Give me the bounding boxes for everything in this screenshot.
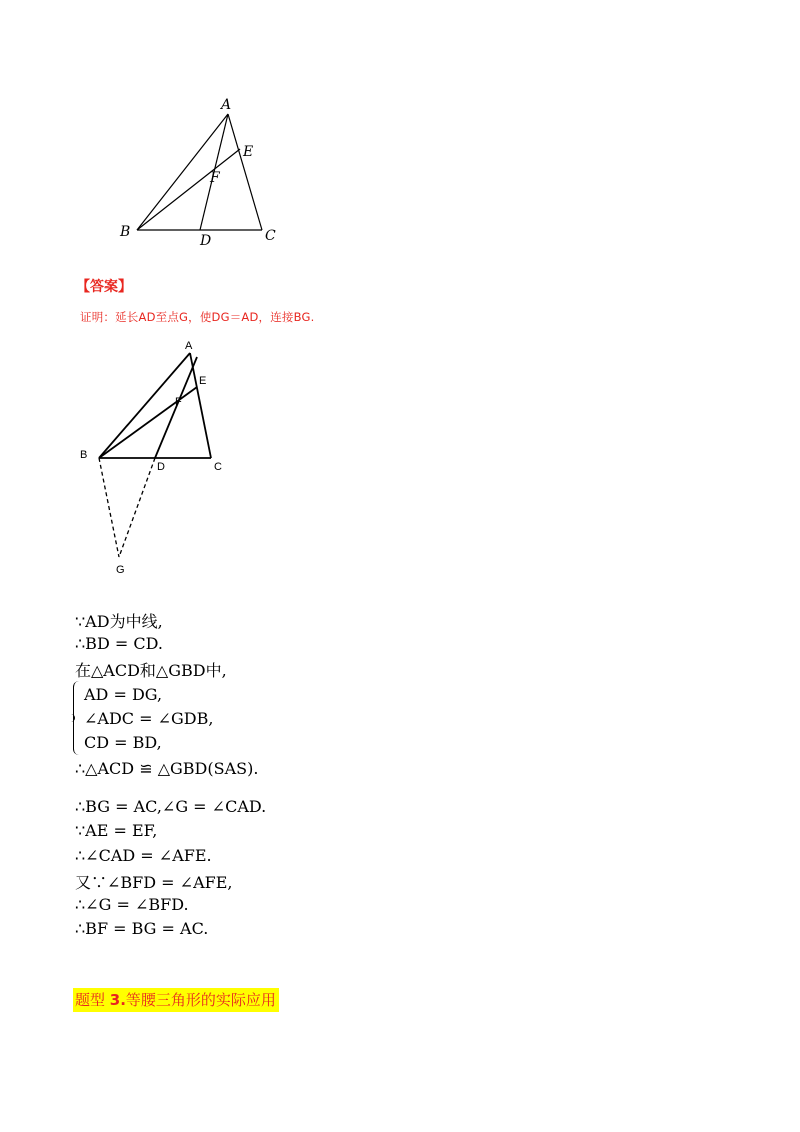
label-c: C: [265, 228, 276, 244]
section-number: 3.: [109, 991, 126, 1009]
section-prefix: 题型: [75, 991, 110, 1009]
proof-line: ∵AE = EF,: [75, 821, 158, 840]
proof-line: CD = BD,: [84, 733, 162, 752]
proof-line: 又∵∠BFD = ∠AFE,: [75, 873, 233, 892]
proof-line: AD = DG,: [84, 685, 163, 704]
proof-line: ∴△ACD ≌ △GBD(SAS).: [75, 759, 259, 778]
segment-ac: [190, 353, 211, 458]
proof-line: ∴∠CAD = ∠AFE.: [75, 846, 212, 865]
section-title-text: 等腰三角形的实际应用: [125, 991, 276, 1009]
proof-line: ∠ADC = ∠GDB,: [84, 709, 214, 728]
section-title: [73, 988, 279, 1012]
proof-line: ∴BG = AC,∠G = ∠CAD.: [75, 797, 267, 816]
label-a: A: [185, 340, 193, 352]
label-f: F: [210, 170, 220, 186]
proof-line: ∴BF = BG = AC.: [75, 919, 209, 938]
segment-be: [99, 387, 197, 458]
label-c: C: [214, 461, 222, 473]
segment-dg-dashed: [119, 458, 155, 557]
label-a: A: [221, 97, 232, 113]
label-g: G: [116, 564, 125, 576]
label-f: F: [175, 396, 182, 408]
proof-line: ∴∠G = ∠BFD.: [75, 895, 189, 914]
proof-line: ∴BD = CD.: [75, 634, 163, 653]
label-d: D: [200, 233, 212, 249]
label-b: B: [80, 449, 88, 461]
label-d: D: [157, 461, 165, 473]
answer-heading: 【答案】: [76, 279, 132, 295]
label-e: E: [199, 375, 207, 387]
label-b: B: [120, 224, 131, 240]
proof-line: ∵AD为中线,: [75, 612, 163, 631]
segment-bg-dashed: [99, 458, 119, 557]
proof-line: 在△ACD和△GBD中,: [75, 661, 227, 680]
label-e: E: [243, 144, 254, 160]
proof-intro: 证明：延长AD至点G，使DG＝AD，连接BG.: [80, 310, 315, 324]
